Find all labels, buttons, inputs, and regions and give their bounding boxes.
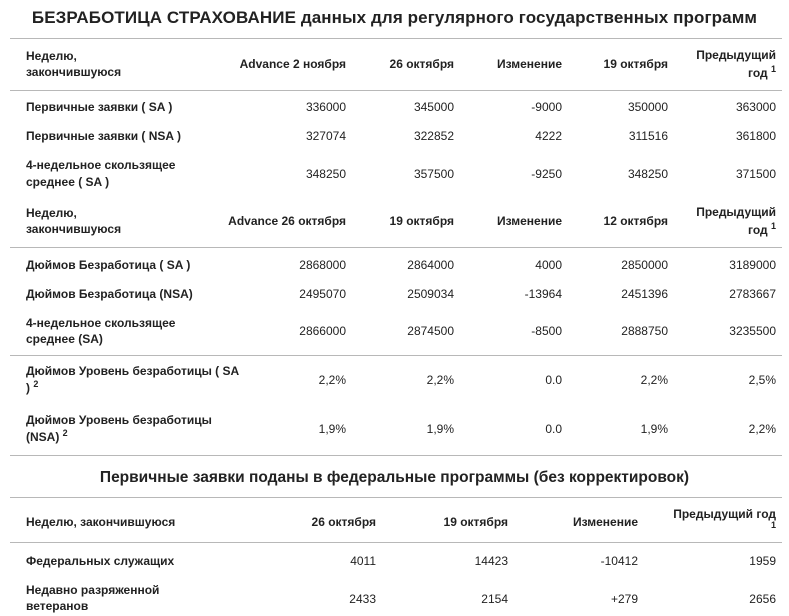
header-col-2: 19 октября: [443, 515, 508, 529]
cell-value: 363000: [735, 100, 776, 114]
cell-value: 2850000: [621, 258, 668, 272]
row-label: Дюймов Уровень безработицы ( SA: [26, 364, 240, 378]
cell-value: 327074: [305, 129, 346, 143]
cell-value: 2864000: [407, 258, 454, 272]
row-label: Дюймов Безработица ( SA ): [26, 258, 191, 272]
cell-value: 345000: [413, 100, 454, 114]
cell-value: 350000: [627, 100, 668, 114]
row-label: Первичные заявки ( NSA ): [26, 129, 181, 143]
divider: [10, 247, 782, 248]
row-label: среднее ( SA ): [26, 175, 110, 189]
row-label: ) $^2$: [26, 379, 39, 395]
cell-value: 2509034: [407, 287, 454, 301]
row-label: Федеральных служащих: [26, 554, 175, 568]
divider: [10, 90, 782, 91]
cell-value: 357500: [413, 167, 454, 181]
header-col-5-line1: Предыдущий: [696, 205, 776, 219]
header-col-3: Изменение: [496, 214, 562, 228]
divider: [10, 497, 782, 498]
header-col-4-line1: Предыдущий год: [673, 507, 776, 521]
header-col-4: 19 октября: [603, 57, 668, 71]
cell-value: 0.0: [545, 422, 562, 436]
header-col-1: 26 октября: [311, 515, 376, 529]
row-label: 4-недельное скользящее: [26, 316, 176, 330]
header-col-5-line2: год $^1$: [748, 64, 776, 80]
header-col-5-line2: год $^1$: [748, 221, 776, 237]
header-col-4: 12 октября: [603, 214, 668, 228]
cell-value: 2451396: [621, 287, 668, 301]
row-label: 4-недельное скользящее: [26, 158, 176, 172]
header-week: Неделю, закончившуюся: [26, 515, 176, 529]
cell-value: 2656: [749, 592, 776, 606]
cell-value: 1959: [749, 554, 776, 568]
page-title: БЕЗРАБОТИЦА СТРАХОВАНИЕ данных для регулярного государственных программ: [31, 8, 758, 27]
cell-value: 1,9%: [318, 422, 346, 436]
header-col-2: 19 октября: [389, 214, 454, 228]
cell-value: -10412: [600, 554, 638, 568]
cell-value: 2888750: [621, 324, 668, 338]
cell-value: 4000: [535, 258, 562, 272]
cell-value: 3189000: [729, 258, 776, 272]
footnote-marker: 1: [770, 520, 776, 530]
row-label: среднее (SA): [26, 332, 103, 346]
section-title: Первичные заявки поданы в федеральные программы (без корректировок): [99, 469, 690, 486]
cell-value: 2,5%: [748, 373, 776, 387]
cell-value: 371500: [735, 167, 776, 181]
header-col-5-line1: Предыдущий: [696, 48, 776, 62]
cell-value: 2783667: [729, 287, 776, 301]
cell-value: 14423: [474, 554, 508, 568]
cell-value: 2,2%: [748, 422, 776, 436]
cell-value: 3235500: [729, 324, 776, 338]
row-label: Дюймов Уровень безработицы: [26, 413, 212, 427]
cell-value: -9250: [531, 167, 562, 181]
header-week-line2: закончившуюся: [26, 222, 122, 236]
cell-value: 2,2%: [318, 373, 346, 387]
cell-value: -13964: [524, 287, 562, 301]
cell-value: 311516: [628, 129, 668, 143]
cell-value: -9000: [531, 100, 562, 114]
header-col-3: Изменение: [572, 515, 638, 529]
divider: [10, 38, 782, 39]
header-col-1: Advance 2 ноября: [239, 57, 346, 71]
header-week-line2: закончившуюся: [26, 65, 122, 79]
row-label: ветеранов: [26, 599, 89, 613]
cell-value: 336000: [305, 100, 346, 114]
cell-value: 2868000: [299, 258, 346, 272]
divider: [10, 455, 782, 456]
cell-value: 322852: [413, 129, 454, 143]
row-label: (NSA) $^2$: [26, 428, 68, 444]
footnote-marker: 1: [770, 64, 776, 74]
row-label: Дюймов Безработица (NSA): [26, 287, 193, 301]
cell-value: 1,9%: [426, 422, 454, 436]
footnote-marker: 2: [62, 428, 68, 438]
cell-value: 2154: [481, 592, 508, 606]
header-week-line1: Неделю,: [26, 49, 77, 63]
cell-value: 2,2%: [640, 373, 668, 387]
footnote-marker: 2: [33, 379, 39, 389]
header-col-1: Advance 26 октября: [228, 214, 346, 228]
cell-value: 4011: [350, 554, 376, 568]
cell-value: 2874500: [407, 324, 454, 338]
header-week-line1: Неделю,: [26, 206, 77, 220]
header-col-3: Изменение: [496, 57, 562, 71]
cell-value: 348250: [305, 167, 346, 181]
cell-value: 348250: [627, 167, 668, 181]
cell-value: 2495070: [299, 287, 346, 301]
cell-value: +279: [610, 592, 638, 606]
cell-value: -8500: [531, 324, 562, 338]
cell-value: 2866000: [299, 324, 346, 338]
cell-value: 361800: [735, 129, 776, 143]
cell-value: 2433: [349, 592, 376, 606]
header-col-2: 26 октября: [389, 57, 454, 71]
footnote-marker: 1: [770, 221, 776, 231]
cell-value: 4222: [535, 129, 562, 143]
cell-value: 1,9%: [640, 422, 668, 436]
row-label: Недавно разряженной: [26, 583, 160, 597]
divider: [10, 355, 782, 356]
cell-value: 0.0: [545, 373, 562, 387]
divider: [10, 542, 782, 543]
row-label: Первичные заявки ( SA ): [26, 100, 173, 114]
cell-value: 2,2%: [426, 373, 454, 387]
